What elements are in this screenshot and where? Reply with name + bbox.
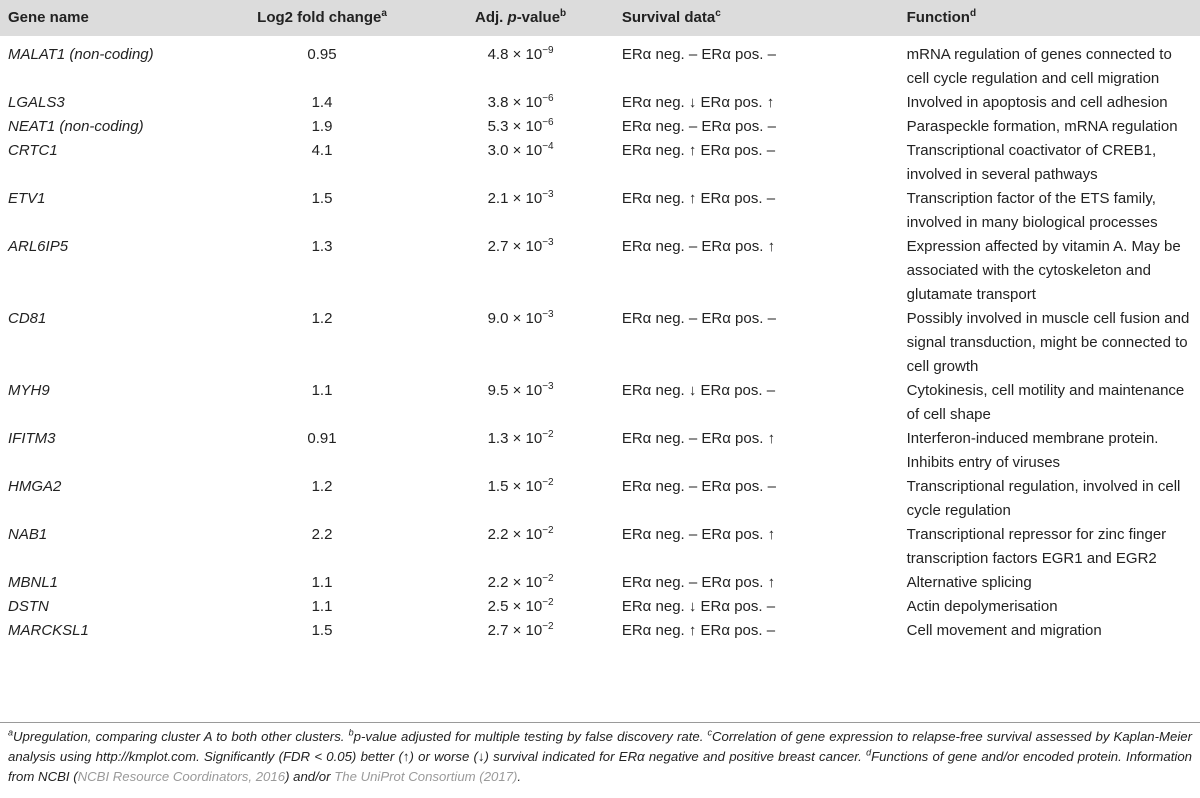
header-survival-data: Survival data$^c$ xyxy=(622,0,907,36)
cell-gene-name: IFITM3 xyxy=(8,430,56,447)
header-log2-fold-change: Log2 fold change$^a$ xyxy=(225,0,420,36)
cell-survival-data: ERα neg. – ERα pos. ↑ xyxy=(621,574,776,591)
cell-adj-p-value xyxy=(419,139,621,187)
p-mantissa: 4.8 × 10 xyxy=(487,46,543,63)
table-row xyxy=(0,427,1200,475)
citation-link-ncbi[interactable]: NCBI Resource Coordinators, 2016 xyxy=(77,769,286,784)
table-body xyxy=(0,36,1200,643)
cell-adj-p-value xyxy=(419,115,621,139)
cell-function: Paraspeckle formation, mRNA regulation xyxy=(906,118,1178,135)
p-mantissa: 1.5 × 10 xyxy=(487,478,543,495)
cell-gene-name: HMGA2 xyxy=(8,478,62,495)
cell-survival-data: ERα neg. ↓ ERα pos. ↑ xyxy=(621,94,775,111)
p-exponent: −2 xyxy=(542,525,554,536)
table-bottom-rule xyxy=(0,722,1200,723)
cell-survival-data: ERα neg. – ERα pos. – xyxy=(621,46,776,63)
table-row xyxy=(0,619,1200,643)
cell-gene-name: CD81 xyxy=(8,310,47,327)
footnote-c-marker: c xyxy=(707,727,713,738)
footnote-d-mid: ) and/or xyxy=(285,769,335,784)
p-mantissa: 2.5 × 10 xyxy=(487,598,543,615)
cell-log2-fold-change: 1.2 xyxy=(311,478,333,495)
cell-function: Expression affected by vitamin A. May be associated with the cytoskeleton and glutamate transport xyxy=(906,238,1181,303)
cell-function: mRNA regulation of genes connected to cell cycle regulation and cell migration xyxy=(906,46,1172,87)
cell-adj-p-value xyxy=(419,427,621,475)
cell-survival-data: ERα neg. ↓ ERα pos. – xyxy=(621,598,776,615)
cell-log2-fold-change: 1.4 xyxy=(311,94,333,111)
cell-survival-data: ERα neg. ↑ ERα pos. – xyxy=(621,622,776,639)
cell-function: Actin depolymerisation xyxy=(906,598,1058,615)
header-function: Function$^d$ xyxy=(907,0,1200,36)
table-row xyxy=(0,379,1200,427)
footnote-d: Functions of gene and/or encoded protein. Information from NCBI ( xyxy=(8,749,1192,784)
cell-adj-p-value xyxy=(419,523,621,571)
cell-survival-data: ERα neg. – ERα pos. – xyxy=(621,118,776,135)
table-row xyxy=(0,36,1200,91)
cell-adj-p-value xyxy=(419,307,621,379)
cell-survival-data: ERα neg. – ERα pos. – xyxy=(621,478,776,495)
cell-log2-fold-change: 1.1 xyxy=(311,574,333,591)
cell-survival-data: ERα neg. – ERα pos. ↑ xyxy=(621,430,776,447)
p-mantissa: 9.0 × 10 xyxy=(487,310,543,327)
cell-adj-p-value xyxy=(419,595,621,619)
cell-survival-data: ERα neg. ↑ ERα pos. – xyxy=(621,142,776,159)
cell-gene-name: ETV1 xyxy=(8,190,46,207)
footnote-d-end: . xyxy=(517,769,522,784)
cell-function: Transcriptional regulation, involved in cell cycle regulation xyxy=(906,478,1181,519)
p-exponent: −2 xyxy=(542,621,554,632)
cell-adj-p-value xyxy=(419,36,621,91)
cell-gene-name: MARCKSL1 xyxy=(8,622,89,639)
cell-function: Alternative splicing xyxy=(906,574,1032,591)
cell-gene-name: NEAT1 (non-coding) xyxy=(8,118,144,135)
cell-function: Involved in apoptosis and cell adhesion xyxy=(906,94,1168,111)
p-exponent: −3 xyxy=(542,189,554,200)
table-footnotes xyxy=(8,727,1192,787)
p-exponent: −3 xyxy=(542,309,554,320)
cell-survival-data: ERα neg. – ERα pos. – xyxy=(621,310,776,327)
footnote-b: p-value adjusted for multiple testing by false discovery rate. xyxy=(353,729,708,744)
p-mantissa: 1.3 × 10 xyxy=(487,430,543,447)
p-exponent: −2 xyxy=(542,429,554,440)
cell-log2-fold-change: 2.2 xyxy=(311,526,333,543)
p-mantissa: 9.5 × 10 xyxy=(487,382,543,399)
cell-adj-p-value xyxy=(419,187,621,235)
footnote-a: Upregulation, comparing cluster A to both other clusters. xyxy=(13,729,349,744)
p-mantissa: 3.0 × 10 xyxy=(487,142,543,159)
cell-function: Transcriptional coactivator of CREB1, involved in several pathways xyxy=(906,142,1157,183)
p-mantissa: 3.8 × 10 xyxy=(487,94,543,111)
p-exponent: −6 xyxy=(542,117,554,128)
cell-adj-p-value xyxy=(419,619,621,643)
cell-gene-name: CRTC1 xyxy=(8,142,58,159)
table-row xyxy=(0,571,1200,595)
cell-gene-name: LGALS3 xyxy=(8,94,65,111)
header-row xyxy=(0,0,1200,36)
cell-function: Transcriptional repressor for zinc finger transcription factors EGR1 and EGR2 xyxy=(906,526,1167,567)
table-row xyxy=(0,91,1200,115)
cell-adj-p-value xyxy=(419,91,621,115)
cell-gene-name: MBNL1 xyxy=(8,574,59,591)
cell-adj-p-value xyxy=(419,379,621,427)
cell-gene-name: MYH9 xyxy=(8,382,50,399)
table-row xyxy=(0,595,1200,619)
header-adj-p-value: Adj. p-value$^b$ xyxy=(419,0,621,36)
cell-function: Transcription factor of the ETS family, involved in many biological processes xyxy=(906,190,1158,231)
cell-function: Possibly involved in muscle cell fusion and signal transduction, might be connected to cell growth xyxy=(906,310,1190,375)
p-mantissa: 2.2 × 10 xyxy=(487,526,543,543)
cell-survival-data: ERα neg. – ERα pos. ↑ xyxy=(621,238,776,255)
cell-log2-fold-change: 1.5 xyxy=(311,622,333,639)
p-exponent: −9 xyxy=(542,45,554,56)
table-row xyxy=(0,307,1200,379)
cell-adj-p-value xyxy=(419,235,621,307)
table-row xyxy=(0,235,1200,307)
cell-survival-data: ERα neg. ↑ ERα pos. – xyxy=(621,190,776,207)
cell-adj-p-value xyxy=(419,475,621,523)
cell-log2-fold-change: 1.1 xyxy=(311,598,333,615)
table-row xyxy=(0,115,1200,139)
citation-link-uniprot[interactable]: The UniProt Consortium (2017) xyxy=(334,769,518,784)
footnote-d-marker: d xyxy=(866,747,872,758)
p-exponent: −3 xyxy=(542,237,554,248)
table-row xyxy=(0,475,1200,523)
p-exponent: −6 xyxy=(542,93,554,104)
p-mantissa: 2.7 × 10 xyxy=(487,622,543,639)
footnote-c: Correlation of gene expression to relapse-free survival assessed by Kaplan-Meier analysis using http://kmplot.com. Significantly (FDR < 0.05) better (↑) or worse (↓) survival indicated for ERα negative and positive breast cancer. xyxy=(8,729,1192,764)
cell-function: Cell movement and migration xyxy=(906,622,1102,639)
p-exponent: −3 xyxy=(542,381,554,392)
header-gene-name: Gene name xyxy=(0,0,225,36)
p-exponent: −2 xyxy=(542,477,554,488)
cell-gene-name: MALAT1 (non-coding) xyxy=(8,46,154,63)
table-row xyxy=(0,139,1200,187)
cell-gene-name: DSTN xyxy=(8,598,49,615)
table-row xyxy=(0,187,1200,235)
footnote-b-marker: b xyxy=(348,727,354,738)
footnote-a-marker: a xyxy=(8,727,14,738)
cell-survival-data: ERα neg. ↓ ERα pos. – xyxy=(621,382,776,399)
p-exponent: −2 xyxy=(542,597,554,608)
p-exponent: −2 xyxy=(542,573,554,584)
cell-gene-name: ARL6IP5 xyxy=(8,238,69,255)
cell-log2-fold-change: 1.5 xyxy=(311,190,333,207)
cell-log2-fold-change: 4.1 xyxy=(311,142,333,159)
p-mantissa: 5.3 × 10 xyxy=(487,118,543,135)
p-mantissa: 2.7 × 10 xyxy=(487,238,543,255)
p-exponent: −4 xyxy=(542,141,554,152)
cell-function: Interferon-induced membrane protein. Inhibits entry of viruses xyxy=(906,430,1159,471)
cell-log2-fold-change: 0.95 xyxy=(307,46,337,63)
p-mantissa: 2.1 × 10 xyxy=(487,190,543,207)
cell-log2-fold-change: 1.9 xyxy=(311,118,333,135)
p-mantissa: 2.2 × 10 xyxy=(487,574,543,591)
cell-function: Cytokinesis, cell motility and maintenance of cell shape xyxy=(906,382,1185,423)
table-row xyxy=(0,523,1200,571)
cell-survival-data: ERα neg. – ERα pos. ↑ xyxy=(621,526,776,543)
cell-log2-fold-change: 0.91 xyxy=(307,430,337,447)
cell-adj-p-value xyxy=(419,571,621,595)
cell-log2-fold-change: 1.2 xyxy=(311,310,333,327)
cell-log2-fold-change: 1.3 xyxy=(311,238,333,255)
cell-log2-fold-change: 1.1 xyxy=(311,382,333,399)
cell-gene-name: NAB1 xyxy=(8,526,48,543)
